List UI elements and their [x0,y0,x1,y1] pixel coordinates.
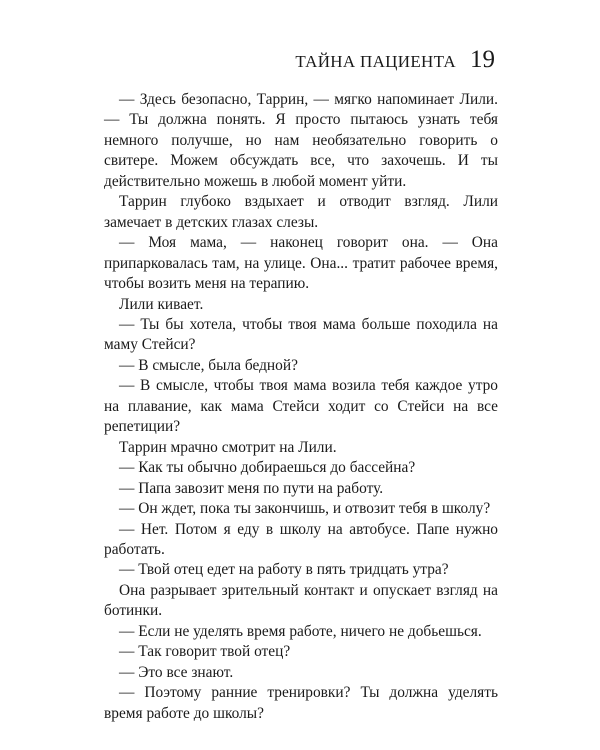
paragraph: Таррин глубоко вздыхает и отводит взгляд. Лили замечает в детских глазах слезы. [104,193,498,231]
paragraph: — В смысле, чтобы твоя мама возила тебя каждое утро на плавание, как мама Стейси ходит со Стейси на все репетиции? [104,377,498,436]
paragraph: — Как ты обычно добираешься до бассейна? [119,459,416,477]
paragraph: — Папа завозит меня по пути на работу. [119,479,384,497]
paragraph: — Так говорит твой отец? [119,643,291,661]
running-head [295,46,495,74]
paragraph: — Ты бы хотела, чтобы твоя мама больше походила на маму Стейси? [104,315,498,354]
paragraph: — Нет. Потом я еду в школу на автобусе. Папе нужно работать. [104,520,498,558]
paragraph: — В смысле, была бедной? [119,356,298,374]
paragraph: — Поэтому ранние тренировки? Ты должна уделять время работе до школы? [104,684,498,722]
paragraph: — Он ждет, пока ты закончишь, и отвозит тебя в школу? [119,500,491,518]
paragraph: — Если не уделять время работе, ничего не добьешься. [119,622,482,640]
paragraph: Таррин мрачно смотрит на Лили. [119,438,337,456]
paragraph: — Твой отец едет на работу в пять тридцать утра? [119,561,449,579]
body-text [104,90,498,724]
paragraph: Она разрывает зрительный контакт и опускает взгляд на ботинки. [104,581,498,620]
book-title: ТАЙНА ПАЦИЕНТА [295,52,456,71]
page-number: 19 [470,46,495,73]
paragraph: — Моя мама, — наконец говорит она. — Она припарковалась там, на улице. Она... тратит рабочее время, чтобы возить меня на терапию. [104,234,498,293]
paragraph: — Это все знают. [119,663,234,681]
paragraph: Лили кивает. [119,295,204,313]
paragraph: — Здесь безопасно, Таррин, — мягко напоминает Лили. — Ты должна понять. Я просто пытаюсь узнать тебя немного получше, но нам необязательно говорить о свитере. Можем обсуждать все, что захочешь. И ты действительно можешь в любой момент уйти. [104,91,498,190]
